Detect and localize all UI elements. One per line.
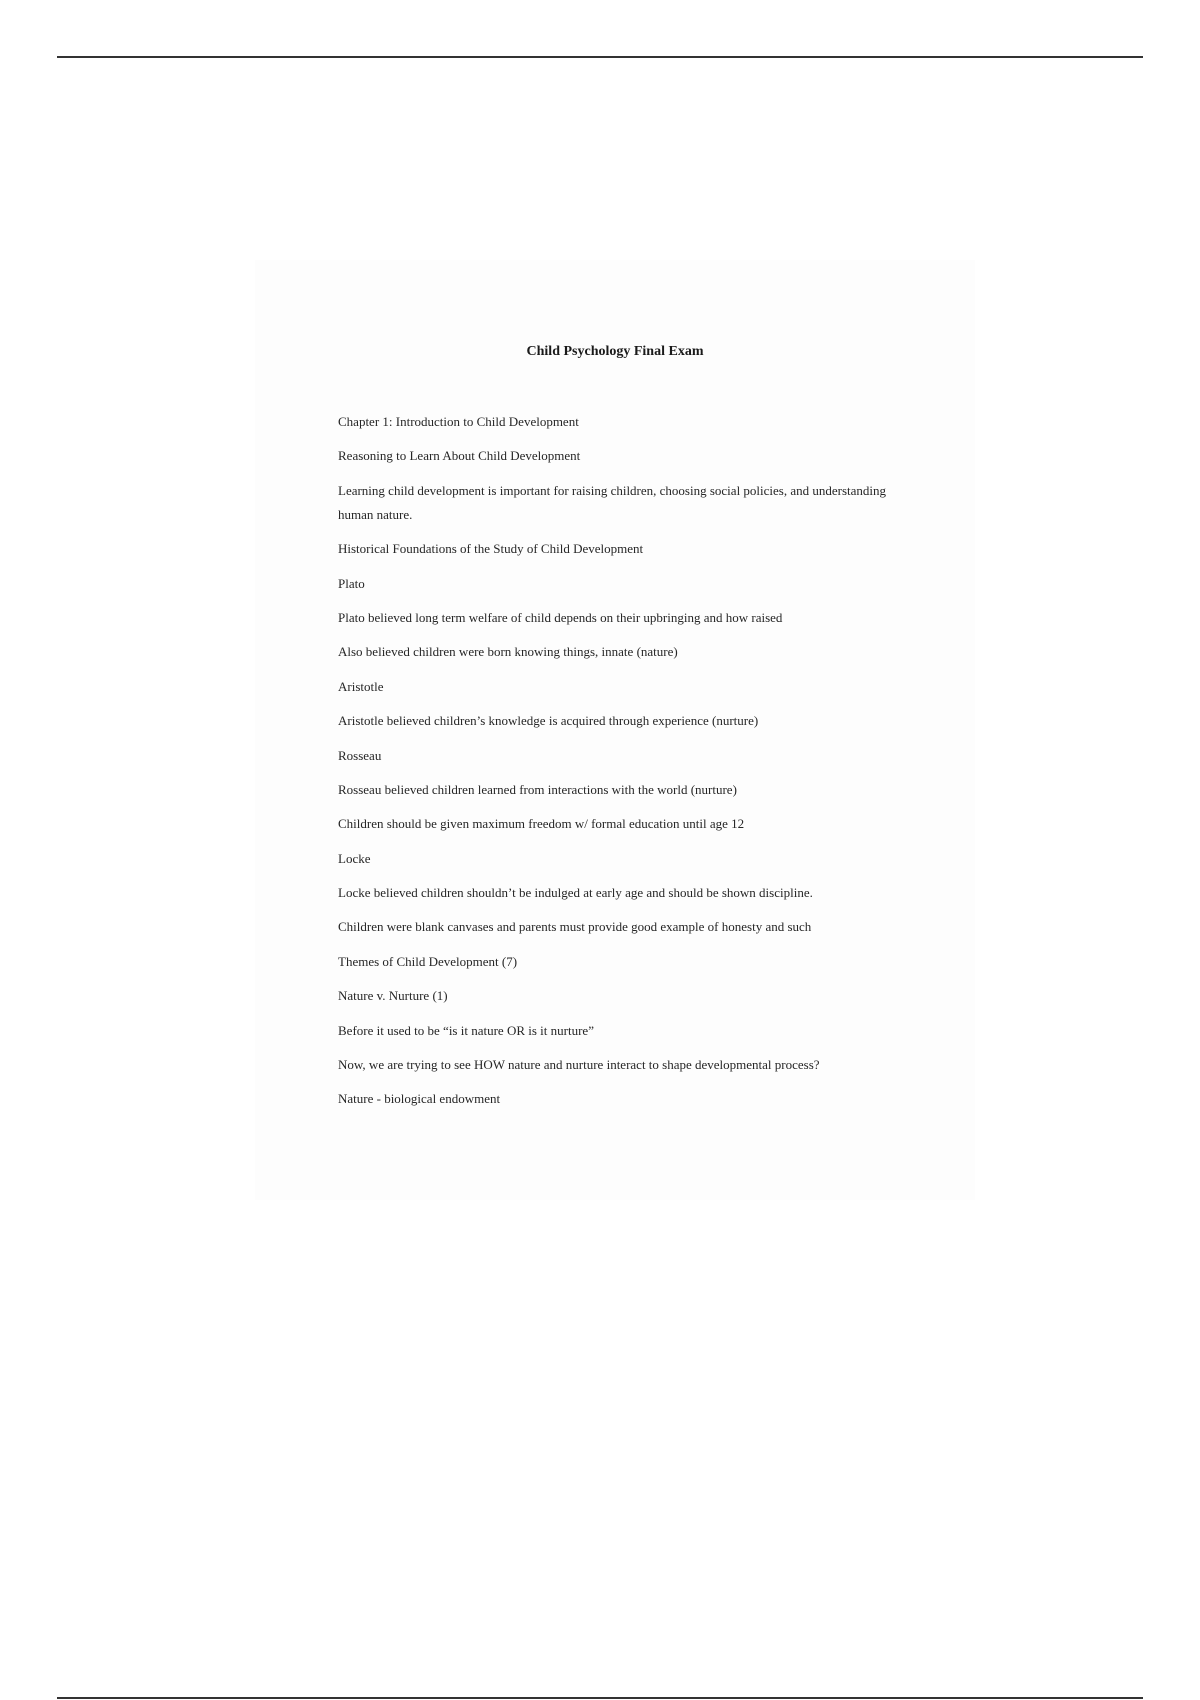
document-line: Aristotle believed children’s knowledge is acquired through experience (nurture)	[338, 713, 759, 729]
document-line: Also believed children were born knowing things, innate (nature)	[338, 644, 678, 660]
document-line: Plato	[338, 575, 365, 591]
document-line: Aristotle	[338, 678, 384, 694]
document-line: Plato believed long term welfare of child depends on their upbringing and how raised	[338, 609, 783, 625]
document-line: Children were blank canvases and parents must provide good example of honesty and such	[338, 919, 812, 935]
document-line: Themes of Child Development (7)	[338, 953, 518, 969]
document-line: Reasoning to Learn About Child Development	[338, 448, 581, 464]
document-title: Child Psychology Final Exam	[526, 344, 704, 359]
document-line: Learning child development is important for raising children, choosing social policies, and understanding human nature.	[338, 482, 887, 522]
top-divider	[57, 56, 1143, 58]
document-body	[338, 410, 898, 1122]
document-line: Rosseau	[338, 747, 382, 763]
document-line: Historical Foundations of the Study of Child Development	[338, 541, 644, 557]
document-line: Nature - biological endowment	[338, 1091, 501, 1107]
document-line: Before it used to be “is it nature OR is it nurture”	[338, 1022, 594, 1038]
document-page	[255, 260, 975, 1200]
bottom-divider	[57, 1697, 1143, 1699]
document-line: Locke	[338, 850, 371, 866]
document-line: Children should be given maximum freedom w/ formal education until age 12	[338, 816, 745, 832]
document-line: Chapter 1: Introduction to Child Development	[338, 414, 579, 429]
document-line: Rosseau believed children learned from interactions with the world (nurture)	[338, 781, 737, 797]
document-line: Locke believed children shouldn’t be indulged at early age and should be shown discipline.	[338, 885, 813, 901]
document-line: Now, we are trying to see HOW nature and nurture interact to shape developmental process?	[338, 1057, 820, 1073]
document-line: Nature v. Nurture (1)	[338, 988, 448, 1004]
